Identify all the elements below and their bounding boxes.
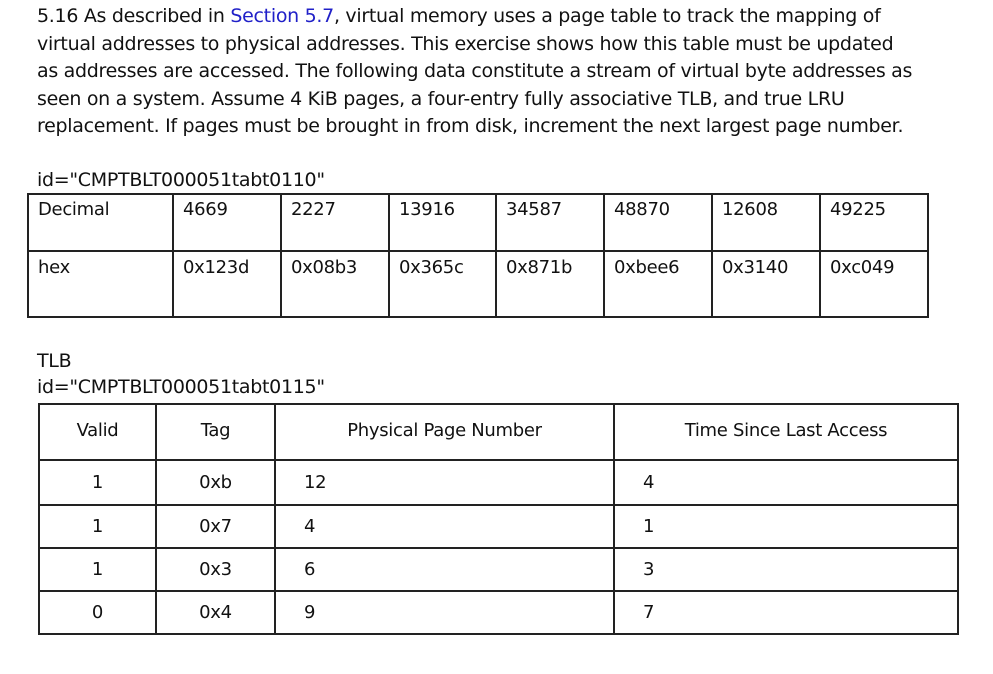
address-table bbox=[27, 193, 929, 318]
hex-cell: 0xbee6 bbox=[604, 251, 712, 317]
tlb-table-id-label: id="CMPTBLT000051tabt0115" bbox=[37, 376, 325, 398]
tlb-table bbox=[38, 403, 959, 635]
decimal-cell: 2227 bbox=[281, 194, 389, 251]
decimal-cell: 34587 bbox=[496, 194, 604, 251]
valid-header: Valid bbox=[39, 404, 156, 460]
valid-cell: 1 bbox=[39, 548, 156, 591]
hex-cell: 0x3140 bbox=[712, 251, 820, 317]
time-header: Time Since Last Access bbox=[614, 404, 958, 460]
tlb-row bbox=[39, 548, 958, 591]
valid-cell: 1 bbox=[39, 460, 156, 505]
row-label: Decimal bbox=[28, 194, 173, 251]
valid-cell: 0 bbox=[39, 591, 156, 634]
exercise-text-body: , virtual memory uses a page table to track the mapping of virtual addresses to physical addresses. This exercise shows how this table must be updated as addresses are accessed. The following data constitute a stream of virtual byte addresses as seen on a system. Assume 4 KiB pages, a four-entry fully associative TLB, and true LRU replacement. If pages must be brought in from disk, increment the next largest page number. bbox=[37, 5, 913, 137]
tag-cell: 0xb bbox=[156, 460, 275, 505]
tlb-row bbox=[39, 505, 958, 548]
exercise-number: 5.16 bbox=[37, 5, 79, 27]
decimal-cell: 4669 bbox=[173, 194, 281, 251]
tag-cell: 0x4 bbox=[156, 591, 275, 634]
tag-header: Tag bbox=[156, 404, 275, 460]
ppn-cell: 9 bbox=[275, 591, 614, 634]
decimal-cell: 13916 bbox=[389, 194, 496, 251]
row-label: hex bbox=[28, 251, 173, 317]
time-cell: 7 bbox=[614, 591, 958, 634]
decimal-cell: 48870 bbox=[604, 194, 712, 251]
exercise-text-intro: As described in bbox=[78, 5, 231, 27]
exercise-text bbox=[37, 3, 917, 141]
tlb-header-row bbox=[39, 404, 958, 460]
ppn-header: Physical Page Number bbox=[275, 404, 614, 460]
time-cell: 4 bbox=[614, 460, 958, 505]
hex-cell: 0x08b3 bbox=[281, 251, 389, 317]
section-link[interactable]: Section 5.7 bbox=[230, 5, 334, 27]
decimal-cell: 12608 bbox=[712, 194, 820, 251]
valid-cell: 1 bbox=[39, 505, 156, 548]
tlb-title: TLB bbox=[37, 350, 72, 372]
time-cell: 1 bbox=[614, 505, 958, 548]
hex-cell: 0x123d bbox=[173, 251, 281, 317]
address-table-id-label: id="CMPTBLT000051tabt0110" bbox=[37, 169, 325, 191]
hex-cell: 0x365c bbox=[389, 251, 496, 317]
hex-row bbox=[28, 251, 928, 317]
hex-cell: 0xc049 bbox=[820, 251, 928, 317]
hex-cell: 0x871b bbox=[496, 251, 604, 317]
tag-cell: 0x3 bbox=[156, 548, 275, 591]
ppn-cell: 12 bbox=[275, 460, 614, 505]
time-cell: 3 bbox=[614, 548, 958, 591]
tlb-row bbox=[39, 460, 958, 505]
decimal-row bbox=[28, 194, 928, 251]
ppn-cell: 6 bbox=[275, 548, 614, 591]
decimal-cell: 49225 bbox=[820, 194, 928, 251]
tlb-row bbox=[39, 591, 958, 634]
ppn-cell: 4 bbox=[275, 505, 614, 548]
tag-cell: 0x7 bbox=[156, 505, 275, 548]
